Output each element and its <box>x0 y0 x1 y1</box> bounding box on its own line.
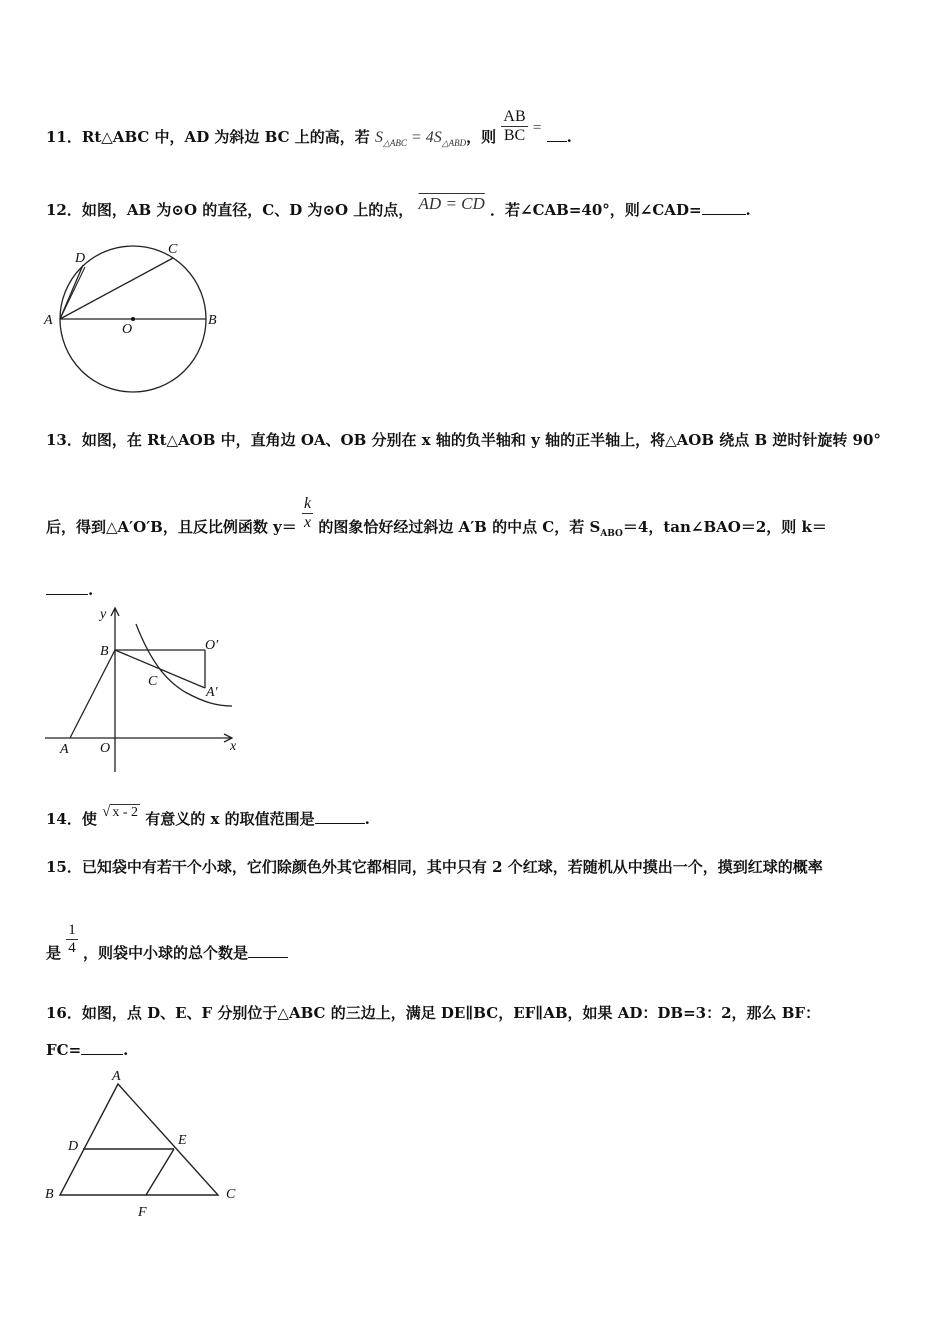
q16-text-line2: FC= <box>46 1041 82 1059</box>
q11-area-expression: $S_{\triangle ABC} = 4S_{\triangle ABD}$ <box>375 129 467 149</box>
q13-number: 13． <box>46 431 82 449</box>
q12-answer-blank <box>702 200 746 215</box>
q14-sqrt: √ x - 2 <box>102 804 139 820</box>
q15-text-line2a: 是 <box>46 944 62 962</box>
label-c: C <box>148 674 158 689</box>
q16-answer-blank <box>81 1040 123 1055</box>
label-c: C <box>168 242 178 257</box>
q13-line2 <box>46 494 827 539</box>
q11-text-a: Rt△ABC 中，AD 为斜边 BC 上的高，若 <box>81 128 370 146</box>
q13-text-line2b: 的图象恰好经过斜边 A′B 的中点 C，若 S <box>318 518 601 536</box>
q12-end: . <box>745 201 751 219</box>
q13-end: . <box>88 581 94 599</box>
triangle-abc <box>60 1084 218 1195</box>
q15-line1 <box>46 856 823 877</box>
q13-text-line1: 如图，在 Rt△AOB 中，直角边 OA、OB 分别在 x 轴的负半轴和 y 轴的正半轴上，将△AOB 绕点 B 逆时针旋转 90° <box>81 431 881 449</box>
q13-line1 <box>46 429 881 450</box>
q15-frac-den: 4 <box>68 939 76 956</box>
q15-number: 15． <box>46 858 82 876</box>
label-f: F <box>138 1205 147 1220</box>
label-b: B <box>100 644 109 659</box>
q15-text-line2b: ，则袋中小球的总个数是 <box>82 944 248 962</box>
center-dot <box>131 317 135 321</box>
q11-answer-blank <box>547 127 567 142</box>
q13-frac-num: k <box>304 494 312 512</box>
q11-frac-num: AB <box>503 107 526 125</box>
q16-number: 16． <box>46 1004 82 1022</box>
label-a-prime: A′ <box>206 685 218 700</box>
segment-ab <box>70 650 115 738</box>
q13-frac-den: x <box>304 513 312 531</box>
label-o: O <box>122 322 133 337</box>
q14-text-a: 使 <box>81 810 97 828</box>
q12-circle-figure <box>40 238 230 398</box>
label-e: E <box>178 1133 187 1148</box>
q16-line2 <box>46 1040 128 1059</box>
q16-end: . <box>123 1041 129 1059</box>
segment-ef <box>146 1149 174 1195</box>
label-b: B <box>45 1187 54 1202</box>
q11-text-b: ，则 <box>466 128 497 146</box>
q12-number: 12． <box>46 201 82 219</box>
q14-answer-blank <box>315 809 365 824</box>
q11-eq: = <box>532 120 542 136</box>
q14-end: . <box>364 810 370 828</box>
q13-fraction <box>302 495 313 532</box>
q12-text-b: ．若∠CAB=40°，则∠CAD= <box>490 201 702 219</box>
q13-coordinate-figure <box>40 600 250 780</box>
label-x: x <box>230 739 237 754</box>
label-c: C <box>226 1187 236 1202</box>
label-a: A <box>44 313 53 328</box>
q15-answer-blank <box>248 943 288 958</box>
q13-sub: ABO <box>600 529 623 539</box>
q15-line2 <box>46 921 288 963</box>
q14-number: 14． <box>46 810 82 828</box>
chord-ad-b <box>60 267 85 319</box>
chord-ac <box>60 258 173 319</box>
q12-arc-equation: AD = CD <box>418 194 485 213</box>
label-d: D <box>68 1139 79 1154</box>
label-o-prime: O′ <box>205 638 219 653</box>
label-a: A <box>112 1069 121 1084</box>
q14-line <box>46 804 370 829</box>
q11-frac-den: BC <box>503 126 526 144</box>
label-o: O <box>100 741 111 756</box>
q11-number: 11． <box>46 128 82 146</box>
q15-fraction <box>66 922 78 957</box>
q14-text-b: 有意义的 x 的取值范围是 <box>145 810 315 828</box>
q15-text-line1: 已知袋中有若干个小球，它们除颜色外其它都相同，其中只有 2 个红球，若随机从中摸出一个，摸到红球的概率 <box>81 858 823 876</box>
label-y: y <box>100 607 107 622</box>
q12-text-a: 如图，AB 为⊙O 的直径，C、D 为⊙O 上的点， <box>81 201 414 219</box>
q14-radicand: x - 2 <box>112 805 139 820</box>
label-a: A <box>60 742 69 757</box>
q13-text-line2a: 后，得到△A′O′B，且反比例函数 y＝ <box>46 518 297 536</box>
q13-text-line2c: ＝4，tan∠BAO＝2，则 k＝ <box>622 518 827 536</box>
q13-line3 <box>46 580 93 599</box>
label-b: B <box>208 313 217 328</box>
q11-fraction <box>501 108 527 145</box>
q12-line <box>46 194 751 220</box>
q11-end: . <box>566 128 572 146</box>
q16-triangle-figure <box>40 1064 250 1224</box>
q16-text-line1: 如图，点 D、E、F 分别位于△ABC 的三边上，满足 DE∥BC，EF∥AB，如果 AD：DB=3：2，那么 BF： <box>81 1004 821 1022</box>
q11-line <box>46 107 572 149</box>
q13-answer-blank <box>46 580 88 595</box>
q16-line1 <box>46 1002 820 1023</box>
label-d: D <box>75 251 86 266</box>
q15-frac-num: 1 <box>68 921 76 938</box>
